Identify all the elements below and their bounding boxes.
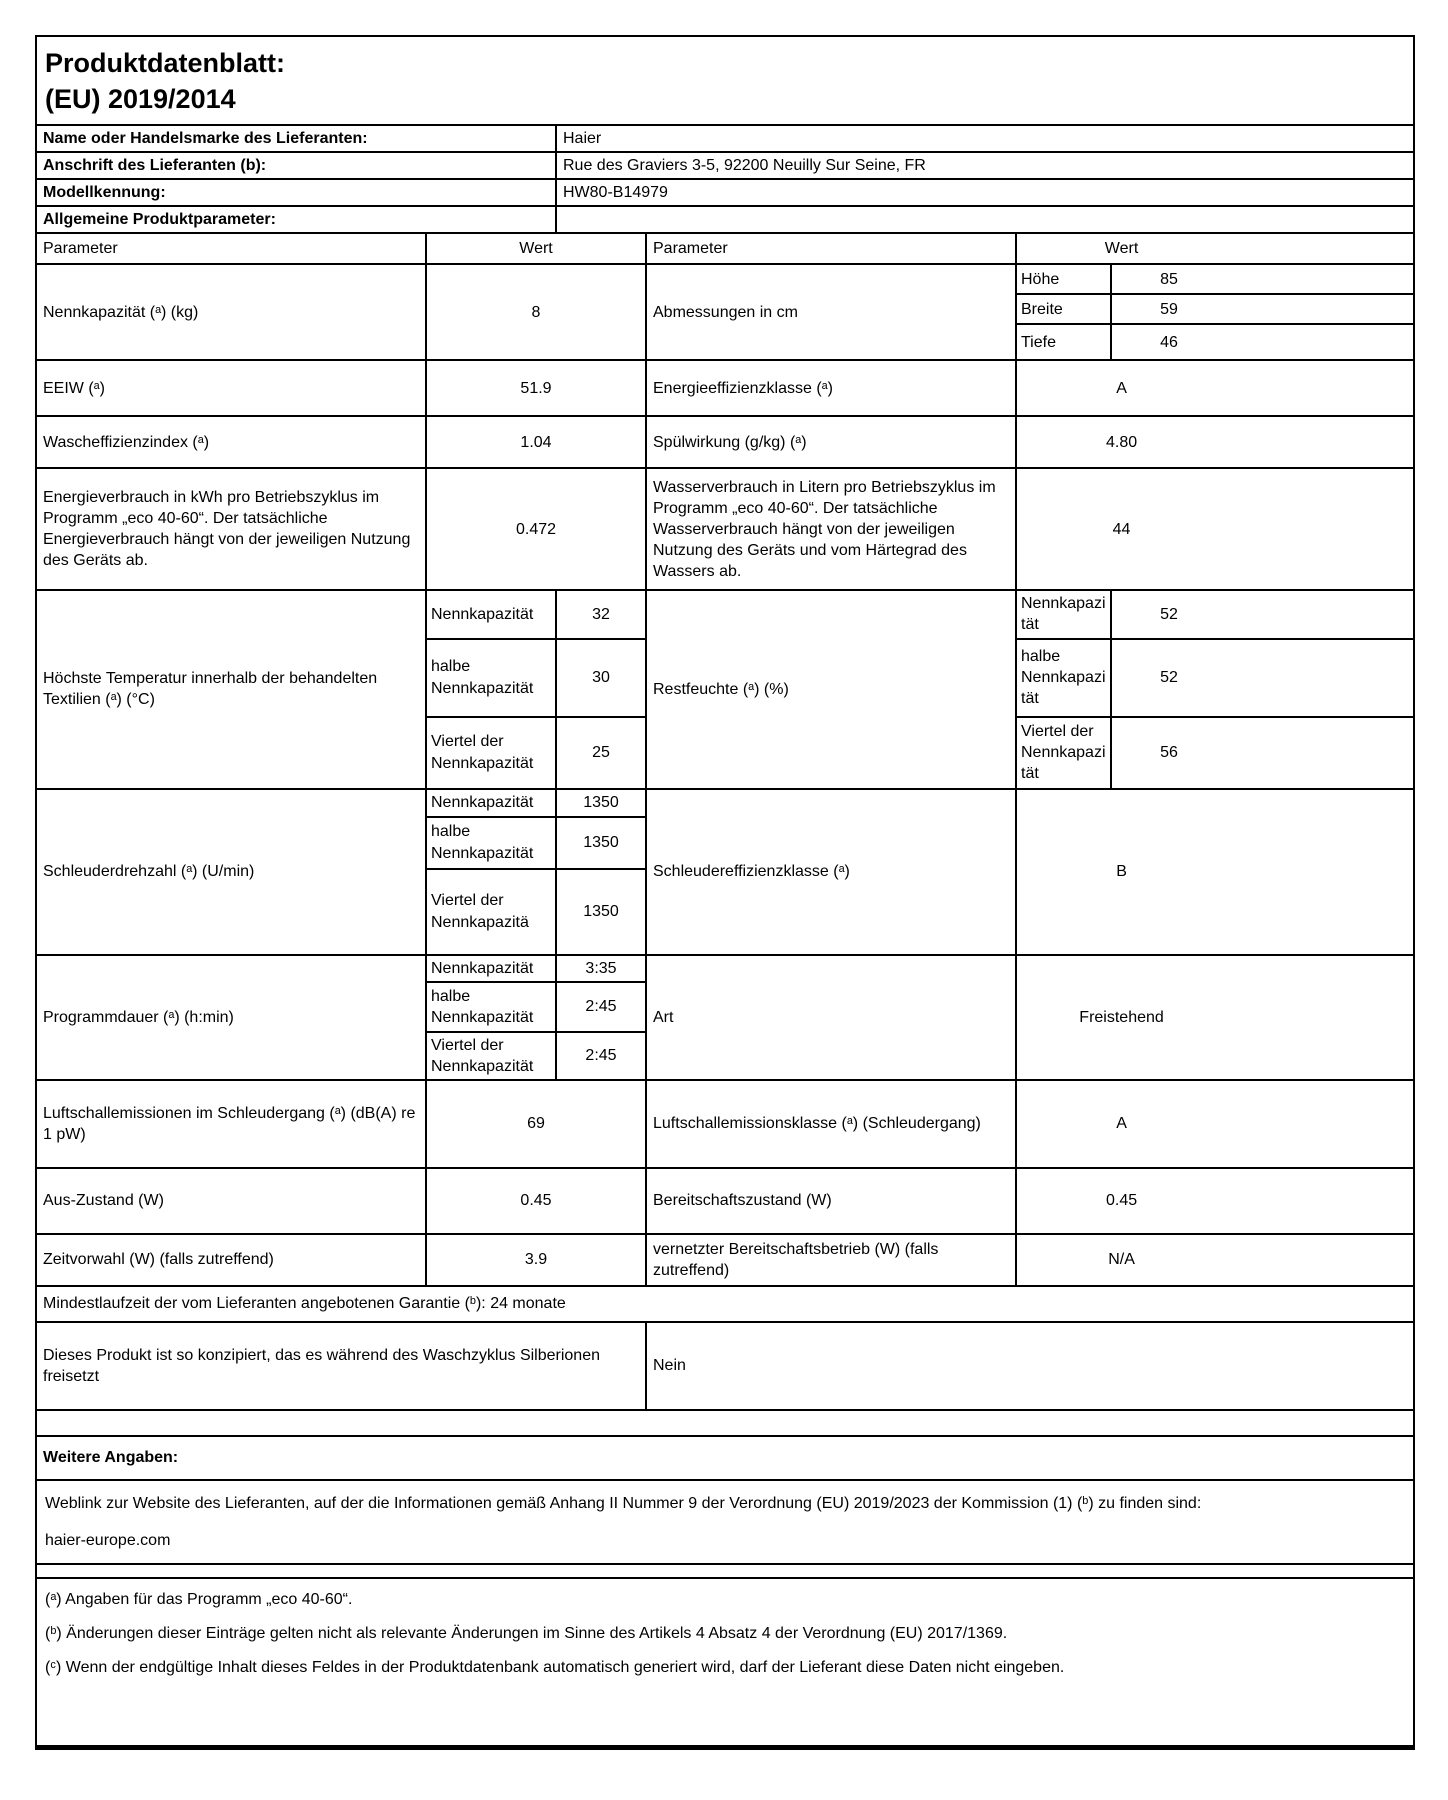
dimension-depth-value: 46 xyxy=(1111,324,1414,360)
spin-class-value: B xyxy=(1016,789,1414,955)
networked-standby-value: N/A xyxy=(1016,1234,1414,1286)
dimension-depth-label: Tiefe xyxy=(1016,324,1111,360)
energy-class-value: A xyxy=(1016,360,1414,416)
moisture-full-load-value: 52 xyxy=(1111,590,1414,638)
dimensions-label: Abmessungen in cm xyxy=(646,264,1016,360)
spin-quarter-load-label: Viertel der Nennkapazitä xyxy=(426,869,556,955)
max-temp-quarter-load-label: Viertel der Nennkapazität xyxy=(426,717,556,789)
table-row xyxy=(36,1480,1414,1564)
dimension-width-value: 59 xyxy=(1111,294,1414,324)
table-row xyxy=(36,264,1414,294)
spin-class-label: Schleudereffizienzklasse (ᵃ) xyxy=(646,789,1016,955)
spacer-row xyxy=(36,1410,1414,1436)
footnote-b: (ᵇ) Änderungen dieser Einträge gelten nicht als relevante Änderungen im Sinne des Artikels 4 Absatz 4 der Verordnung (EU) 2017/1369. xyxy=(45,1624,1008,1642)
max-temp-full-load-label: Nennkapazität xyxy=(426,590,556,638)
table-row xyxy=(36,233,1414,264)
table-row xyxy=(36,590,1414,638)
dimension-height-label: Höhe xyxy=(1016,264,1111,294)
document-title xyxy=(36,36,1414,125)
standby-label: Bereitschaftszustand (W) xyxy=(646,1168,1016,1234)
moisture-full-load-label: Nennkapazität xyxy=(1016,590,1111,638)
table-row xyxy=(36,179,1414,206)
spin-full-load-label: Nennkapazität xyxy=(426,789,556,817)
supplier-address-label: Anschrift des Lieferanten (b): xyxy=(36,152,556,179)
weblink-description: Weblink zur Website des Lieferanten, auf der die Informationen gemäß Anhang II Nummer 9 der Verordnung (EU) 2019/2023 der Kommission (1) (ᵇ) zu finden sind: xyxy=(45,1494,1202,1512)
off-mode-value: 0.45 xyxy=(426,1168,646,1234)
noise-emission-value: 69 xyxy=(426,1080,646,1168)
model-id-label: Modellkennung: xyxy=(36,179,556,206)
footnote-c: (ᶜ) Wenn der endgültige Inhalt dieses Feldes in der Produktdatenbank automatisch generiert wird, darf der Lieferant diese Daten nicht eingeben. xyxy=(45,1659,1065,1677)
moisture-quarter-load-value: 56 xyxy=(1111,717,1414,789)
table-row xyxy=(36,1322,1414,1410)
energy-consumption-value: 0.472 xyxy=(426,468,646,590)
table-row xyxy=(36,125,1414,152)
dimension-width-label: Breite xyxy=(1016,294,1111,324)
table-row xyxy=(36,1436,1414,1480)
table-row xyxy=(36,416,1414,468)
rinse-effect-value: 4.80 xyxy=(1016,416,1414,468)
spin-speed-label: Schleuderdrehzahl (ᵃ) (U/min) xyxy=(36,789,426,955)
wash-index-label: Wascheffizienzindex (ᵃ) xyxy=(36,416,426,468)
duration-quarter-load-label: Viertel der Nennkapazität xyxy=(426,1032,556,1080)
delay-start-label: Zeitvorwahl (W) (falls zutreffend) xyxy=(36,1234,426,1286)
eeiw-value: 51.9 xyxy=(426,360,646,416)
supplier-name-value: Haier xyxy=(556,125,1414,152)
title-line-2: (EU) 2019/2014 xyxy=(45,84,236,115)
column-header-wert-right: Wert xyxy=(1016,233,1414,264)
footnotes-cell xyxy=(36,1578,1414,1748)
table-row xyxy=(36,955,1414,982)
moisture-half-load-value: 52 xyxy=(1111,639,1414,717)
table-row xyxy=(36,1234,1414,1286)
column-header-parameter-left: Parameter xyxy=(36,233,426,264)
networked-standby-label: vernetzter Bereitschaftsbetrieb (W) (falls zutreffend) xyxy=(646,1234,1016,1286)
weblink-url: haier-europe.com xyxy=(45,1531,171,1549)
dimension-height-value: 85 xyxy=(1111,264,1414,294)
table-row xyxy=(36,1564,1414,1578)
noise-class-label: Luftschallemissionsklasse (ᵃ) (Schleudergang) xyxy=(646,1080,1016,1168)
capacity-value: 8 xyxy=(426,264,646,360)
standby-value: 0.45 xyxy=(1016,1168,1414,1234)
delay-start-value: 3.9 xyxy=(426,1234,646,1286)
max-temperature-label: Höchste Temperatur innerhalb der behandelten Textilien (ᵃ) (°C) xyxy=(36,590,426,788)
table-row xyxy=(36,1578,1414,1748)
spin-full-load-value: 1350 xyxy=(556,789,646,817)
table-row xyxy=(36,206,1414,233)
duration-half-load-label: halbe Nennkapazität xyxy=(426,982,556,1032)
eeiw-label: EEIW (ᵃ) xyxy=(36,360,426,416)
water-consumption-label: Wasserverbrauch in Litern pro Betriebszyklus im Programm „eco 40-60“. Der tatsächliche Wasserverbrauch hängt von der jeweiligen Nutzung des Geräts und vom Härtegrad des Wassers ab. xyxy=(646,468,1016,590)
max-temp-full-load-value: 32 xyxy=(556,590,646,638)
table-row xyxy=(36,1168,1414,1234)
warranty-statement: Mindestlaufzeit der vom Lieferanten angebotenen Garantie (ᵇ): 24 monate xyxy=(36,1286,1414,1322)
off-mode-label: Aus-Zustand (W) xyxy=(36,1168,426,1234)
duration-half-load-value: 2:45 xyxy=(556,982,646,1032)
wash-index-value: 1.04 xyxy=(426,416,646,468)
noise-class-value: A xyxy=(1016,1080,1414,1168)
type-label: Art xyxy=(646,955,1016,1080)
duration-quarter-load-value: 2:45 xyxy=(556,1032,646,1080)
spin-quarter-load-value: 1350 xyxy=(556,869,646,955)
general-parameters-section-value xyxy=(556,206,1414,233)
table-row xyxy=(36,468,1414,590)
water-consumption-value: 44 xyxy=(1016,468,1414,590)
datasheet-table xyxy=(35,35,1415,1750)
table-row xyxy=(36,36,1414,125)
max-temp-half-load-value: 30 xyxy=(556,639,646,717)
max-temp-half-load-label: halbe Nennkapazität xyxy=(426,639,556,717)
silver-ions-label: Dieses Produkt ist so konzipiert, das es während des Waschzyklus Silberionen freisetzt xyxy=(36,1322,646,1410)
table-row xyxy=(36,152,1414,179)
type-value: Freistehend xyxy=(1016,955,1414,1080)
more-info-heading: Weitere Angaben: xyxy=(36,1436,1414,1480)
max-temp-quarter-load-value: 25 xyxy=(556,717,646,789)
capacity-label: Nennkapazität (ᵃ) (kg) xyxy=(36,264,426,360)
title-line-1: Produktdatenblatt: xyxy=(45,48,285,78)
silver-ions-value: Nein xyxy=(646,1322,1414,1410)
spin-half-load-value: 1350 xyxy=(556,817,646,869)
table-row xyxy=(36,1410,1414,1436)
moisture-half-load-label: halbe Nennkapazität xyxy=(1016,639,1111,717)
weblink-cell xyxy=(36,1480,1414,1564)
model-id-value: HW80-B14979 xyxy=(556,179,1414,206)
duration-full-load-label: Nennkapazität xyxy=(426,955,556,982)
table-row xyxy=(36,360,1414,416)
table-row xyxy=(36,1080,1414,1168)
programme-duration-label: Programmdauer (ᵃ) (h:min) xyxy=(36,955,426,1080)
general-parameters-section-label: Allgemeine Produktparameter: xyxy=(36,206,556,233)
supplier-address-value: Rue des Graviers 3-5, 92200 Neuilly Sur Seine, FR xyxy=(556,152,1414,179)
table-row xyxy=(36,789,1414,817)
rinse-effect-label: Spülwirkung (g/kg) (ᵃ) xyxy=(646,416,1016,468)
residual-moisture-label: Restfeuchte (ᵃ) (%) xyxy=(646,590,1016,788)
moisture-quarter-load-label: Viertel der Nennkapazität xyxy=(1016,717,1111,789)
column-header-parameter-right: Parameter xyxy=(646,233,1016,264)
column-header-wert-left: Wert xyxy=(426,233,646,264)
energy-consumption-label: Energieverbrauch in kWh pro Betriebszyklus im Programm „eco 40-60“. Der tatsächliche Energieverbrauch hängt von der jeweiligen Nutzung des Geräts ab. xyxy=(36,468,426,590)
spin-half-load-label: halbe Nennkapazität xyxy=(426,817,556,869)
supplier-name-label: Name oder Handelsmarke des Lieferanten: xyxy=(36,125,556,152)
noise-emission-label: Luftschallemissionen im Schleudergang (ᵃ) (dB(A) re 1 pW) xyxy=(36,1080,426,1168)
table-row xyxy=(36,1286,1414,1322)
spacer-row xyxy=(36,1564,1414,1578)
duration-full-load-value: 3:35 xyxy=(556,955,646,982)
footnote-a: (ᵃ) Angaben für das Programm „eco 40-60“. xyxy=(45,1590,353,1608)
energy-class-label: Energieeffizienzklasse (ᵃ) xyxy=(646,360,1016,416)
